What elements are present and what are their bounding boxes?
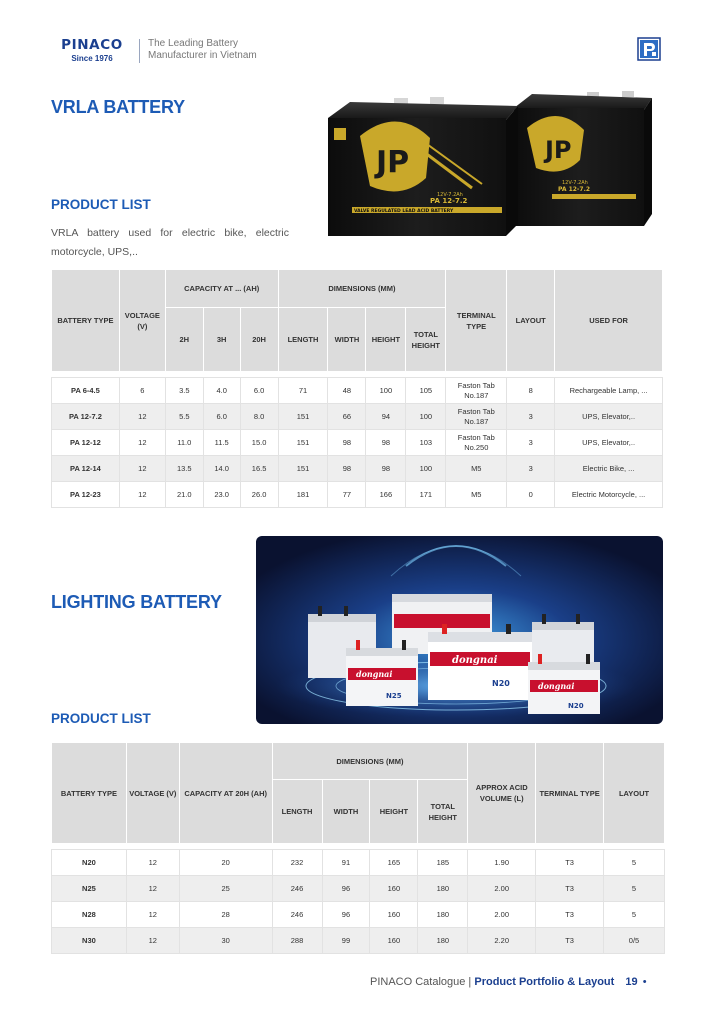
cell-height: 98 bbox=[366, 430, 406, 456]
col-header-terminal-type: TERMINAL TYPE bbox=[446, 270, 507, 372]
cell-battery-type: PA 12-14 bbox=[52, 456, 120, 482]
cell-capacity-20h: 26.0 bbox=[240, 482, 278, 508]
cell-capacity: 25 bbox=[179, 876, 272, 902]
cell-capacity-20h: 15.0 bbox=[240, 430, 278, 456]
col-header-2h: 2H bbox=[165, 308, 203, 372]
col-header-voltage: VOLTAGE (V) bbox=[119, 270, 165, 372]
cell-capacity-3h: 4.0 bbox=[203, 378, 240, 404]
cell-length: 181 bbox=[278, 482, 328, 508]
cell-used-for: Rechargeable Lamp, ... bbox=[555, 378, 663, 404]
table-row bbox=[52, 928, 665, 954]
col-header-acid-volume: APPROX ACID VOLUME (L) bbox=[468, 743, 536, 844]
cell-battery-type: PA 12-7.2 bbox=[52, 404, 120, 430]
lighting-left-brand: dongnai bbox=[356, 669, 393, 679]
tagline-line-1: The Leading Battery bbox=[148, 38, 239, 49]
vrla-back-model: PA 12-7.2 bbox=[558, 186, 591, 193]
cell-capacity: 30 bbox=[179, 928, 272, 954]
col-header-battery-type: BATTERY TYPE bbox=[52, 743, 127, 844]
footer-section: Product Portfolio & Layout bbox=[474, 976, 615, 988]
cell-terminal-type: T3 bbox=[536, 876, 604, 902]
logo-since: Since 1976 bbox=[71, 54, 113, 63]
vrla-description: VRLA battery used for electric bike, electric motorcycle, UPS,.. bbox=[51, 227, 289, 258]
lighting-right-brand: dongnai bbox=[538, 681, 575, 691]
cell-layout: 5 bbox=[604, 902, 665, 928]
cell-width: 66 bbox=[328, 404, 366, 430]
col-header-dimensions: DIMENSIONS (MM) bbox=[278, 270, 446, 308]
cell-capacity-2h: 5.5 bbox=[165, 404, 203, 430]
table-row bbox=[52, 430, 663, 456]
cell-total-height: 100 bbox=[406, 456, 446, 482]
cell-capacity-3h: 14.0 bbox=[203, 456, 240, 482]
cell-total-height: 180 bbox=[418, 876, 468, 902]
footer-bullet: • bbox=[642, 976, 647, 988]
cell-used-for: Electric Motorcycle, ... bbox=[555, 482, 663, 508]
cell-length: 246 bbox=[272, 902, 322, 928]
cell-capacity-20h: 8.0 bbox=[240, 404, 278, 430]
cell-battery-type: PA 12-12 bbox=[52, 430, 120, 456]
vrla-battery-front bbox=[328, 97, 518, 236]
cell-length: 288 bbox=[272, 928, 322, 954]
cell-capacity-2h: 21.0 bbox=[165, 482, 203, 508]
cell-total-height: 180 bbox=[418, 928, 468, 954]
cell-battery-type: N20 bbox=[52, 850, 127, 876]
cell-layout: 5 bbox=[604, 850, 665, 876]
cell-voltage: 12 bbox=[126, 850, 179, 876]
cell-battery-type: PA 6-4.5 bbox=[52, 378, 120, 404]
col-header-height: HEIGHT bbox=[366, 308, 406, 372]
cell-acid-volume: 2.20 bbox=[468, 928, 536, 954]
table-row bbox=[52, 404, 663, 430]
lighting-battery-right-front bbox=[528, 654, 600, 714]
cell-used-for: UPS, Elevator,.. bbox=[555, 430, 663, 456]
logo-wordmark: PINACO bbox=[61, 37, 123, 53]
cell-layout: 3 bbox=[507, 404, 555, 430]
table-row bbox=[52, 482, 663, 508]
col-header-total-height: TOTAL HEIGHT bbox=[418, 780, 468, 844]
cell-capacity: 20 bbox=[179, 850, 272, 876]
cell-height: 165 bbox=[370, 850, 418, 876]
cell-length: 246 bbox=[272, 876, 322, 902]
cell-voltage: 12 bbox=[119, 404, 165, 430]
cell-terminal-type: Faston Tab No.187 bbox=[446, 404, 507, 430]
cell-width: 91 bbox=[322, 850, 370, 876]
cell-width: 98 bbox=[328, 430, 366, 456]
cell-width: 96 bbox=[322, 876, 370, 902]
table-row bbox=[52, 850, 665, 876]
cell-total-height: 180 bbox=[418, 902, 468, 928]
lighting-product-list-title: PRODUCT LIST bbox=[51, 711, 151, 726]
vrla-front-type-line: VALVE REGULATED LEAD ACID BATTERY bbox=[354, 209, 454, 214]
cell-voltage: 12 bbox=[126, 902, 179, 928]
cell-used-for: UPS, Elevator,.. bbox=[555, 404, 663, 430]
col-header-dimensions: DIMENSIONS (MM) bbox=[272, 743, 468, 780]
table-row bbox=[52, 876, 665, 902]
vrla-product-list-title: PRODUCT LIST bbox=[51, 197, 151, 212]
vrla-back-rating: 12V-7.2Ah bbox=[562, 180, 588, 186]
cell-layout: 8 bbox=[507, 378, 555, 404]
cell-total-height: 105 bbox=[406, 378, 446, 404]
col-header-battery-type: BATTERY TYPE bbox=[52, 270, 120, 372]
cell-voltage: 12 bbox=[119, 482, 165, 508]
table-row bbox=[52, 456, 663, 482]
lighting-battery-front bbox=[428, 624, 532, 700]
cell-layout: 5 bbox=[604, 876, 665, 902]
cell-battery-type: N28 bbox=[52, 902, 127, 928]
cell-capacity-20h: 16.5 bbox=[240, 456, 278, 482]
vrla-battery-back bbox=[514, 91, 652, 226]
cell-battery-type: N25 bbox=[52, 876, 127, 902]
cell-width: 96 bbox=[322, 902, 370, 928]
cell-terminal-type: M5 bbox=[446, 456, 507, 482]
cell-height: 98 bbox=[366, 456, 406, 482]
page-number: 19 bbox=[625, 976, 638, 988]
col-header-height: HEIGHT bbox=[370, 780, 418, 844]
col-header-3h: 3H bbox=[203, 308, 240, 372]
pinaco-emblem-icon bbox=[637, 37, 661, 61]
lighting-section-title: LIGHTING BATTERY bbox=[51, 592, 222, 612]
col-header-width: WIDTH bbox=[322, 780, 370, 844]
col-header-total-height: TOTAL HEIGHT bbox=[406, 308, 446, 372]
page-header bbox=[51, 38, 257, 63]
cell-layout: 3 bbox=[507, 456, 555, 482]
col-header-layout: LAYOUT bbox=[604, 743, 665, 844]
cell-capacity-2h: 11.0 bbox=[165, 430, 203, 456]
vrla-section-title: VRLA BATTERY bbox=[51, 97, 185, 117]
lighting-front-brand: dongnai bbox=[452, 655, 498, 666]
cell-total-height: 100 bbox=[406, 404, 446, 430]
vrla-front-logo-letters: JP bbox=[376, 145, 410, 180]
cell-battery-type: N30 bbox=[52, 928, 127, 954]
cell-width: 98 bbox=[328, 456, 366, 482]
lighting-battery-left-front bbox=[346, 640, 418, 706]
col-header-capacity: CAPACITY AT 20H (AH) bbox=[179, 743, 272, 844]
cell-total-height: 185 bbox=[418, 850, 468, 876]
col-header-length: LENGTH bbox=[278, 308, 328, 372]
col-header-layout: LAYOUT bbox=[507, 270, 555, 372]
vrla-back-logo-letters: JP bbox=[545, 136, 572, 164]
cell-length: 71 bbox=[278, 378, 328, 404]
lighting-left-model: N25 bbox=[386, 692, 402, 700]
tagline bbox=[148, 38, 257, 62]
cell-length: 232 bbox=[272, 850, 322, 876]
cell-terminal-type: M5 bbox=[446, 482, 507, 508]
footer-catalogue: PINACO Catalogue | bbox=[370, 976, 472, 988]
cell-height: 100 bbox=[366, 378, 406, 404]
table-row bbox=[52, 378, 663, 404]
cell-width: 99 bbox=[322, 928, 370, 954]
col-header-used-for: USED FOR bbox=[555, 270, 663, 372]
cell-battery-type: PA 12-23 bbox=[52, 482, 120, 508]
cell-acid-volume: 2.00 bbox=[468, 876, 536, 902]
cell-height: 160 bbox=[370, 876, 418, 902]
cell-voltage: 6 bbox=[119, 378, 165, 404]
cell-terminal-type: T3 bbox=[536, 902, 604, 928]
cell-capacity: 28 bbox=[179, 902, 272, 928]
cell-layout: 0/5 bbox=[604, 928, 665, 954]
vrla-front-rating: 12V-7.2Ah bbox=[437, 192, 463, 198]
col-header-20h: 20H bbox=[240, 308, 278, 372]
cell-capacity-20h: 6.0 bbox=[240, 378, 278, 404]
cell-capacity-3h: 11.5 bbox=[203, 430, 240, 456]
cell-capacity-2h: 13.5 bbox=[165, 456, 203, 482]
vrla-front-model: PA 12-7.2 bbox=[430, 197, 468, 205]
cell-capacity-2h: 3.5 bbox=[165, 378, 203, 404]
cell-capacity-3h: 23.0 bbox=[203, 482, 240, 508]
cell-total-height: 171 bbox=[406, 482, 446, 508]
lighting-battery-photo bbox=[256, 536, 663, 724]
cell-acid-volume: 1.90 bbox=[468, 850, 536, 876]
cell-layout: 3 bbox=[507, 430, 555, 456]
cell-length: 151 bbox=[278, 404, 328, 430]
cell-height: 160 bbox=[370, 928, 418, 954]
cell-width: 77 bbox=[328, 482, 366, 508]
table-row bbox=[52, 902, 665, 928]
cell-terminal-type: Faston Tab No.187 bbox=[446, 378, 507, 404]
cell-length: 151 bbox=[278, 430, 328, 456]
lighting-spec-table bbox=[51, 742, 665, 954]
cell-voltage: 12 bbox=[119, 430, 165, 456]
lighting-front-model: N20 bbox=[492, 679, 510, 688]
cell-terminal-type: T3 bbox=[536, 928, 604, 954]
col-header-terminal-type: TERMINAL TYPE bbox=[536, 743, 604, 844]
lighting-right-model: N20 bbox=[568, 702, 584, 710]
cell-used-for: Electric Bike, ... bbox=[555, 456, 663, 482]
cell-layout: 0 bbox=[507, 482, 555, 508]
cell-capacity-3h: 6.0 bbox=[203, 404, 240, 430]
page-footer bbox=[370, 976, 647, 988]
cell-height: 166 bbox=[366, 482, 406, 508]
cell-acid-volume: 2.00 bbox=[468, 902, 536, 928]
tagline-line-2: Manufacturer in Vietnam bbox=[148, 50, 257, 61]
cell-width: 48 bbox=[328, 378, 366, 404]
cell-height: 160 bbox=[370, 902, 418, 928]
header-divider bbox=[139, 39, 140, 63]
cell-total-height: 103 bbox=[406, 430, 446, 456]
cell-terminal-type: Faston Tab No.250 bbox=[446, 430, 507, 456]
pinaco-logo bbox=[51, 38, 133, 63]
vrla-battery-photo bbox=[322, 88, 667, 236]
col-header-capacity: CAPACITY AT ... (AH) bbox=[165, 270, 278, 308]
cell-length: 151 bbox=[278, 456, 328, 482]
cell-voltage: 12 bbox=[126, 928, 179, 954]
cell-terminal-type: T3 bbox=[536, 850, 604, 876]
cell-voltage: 12 bbox=[126, 876, 179, 902]
cell-voltage: 12 bbox=[119, 456, 165, 482]
col-header-width: WIDTH bbox=[328, 308, 366, 372]
vrla-spec-table bbox=[51, 269, 663, 508]
col-header-length: LENGTH bbox=[272, 780, 322, 844]
col-header-voltage: VOLTAGE (V) bbox=[126, 743, 179, 844]
cell-height: 94 bbox=[366, 404, 406, 430]
